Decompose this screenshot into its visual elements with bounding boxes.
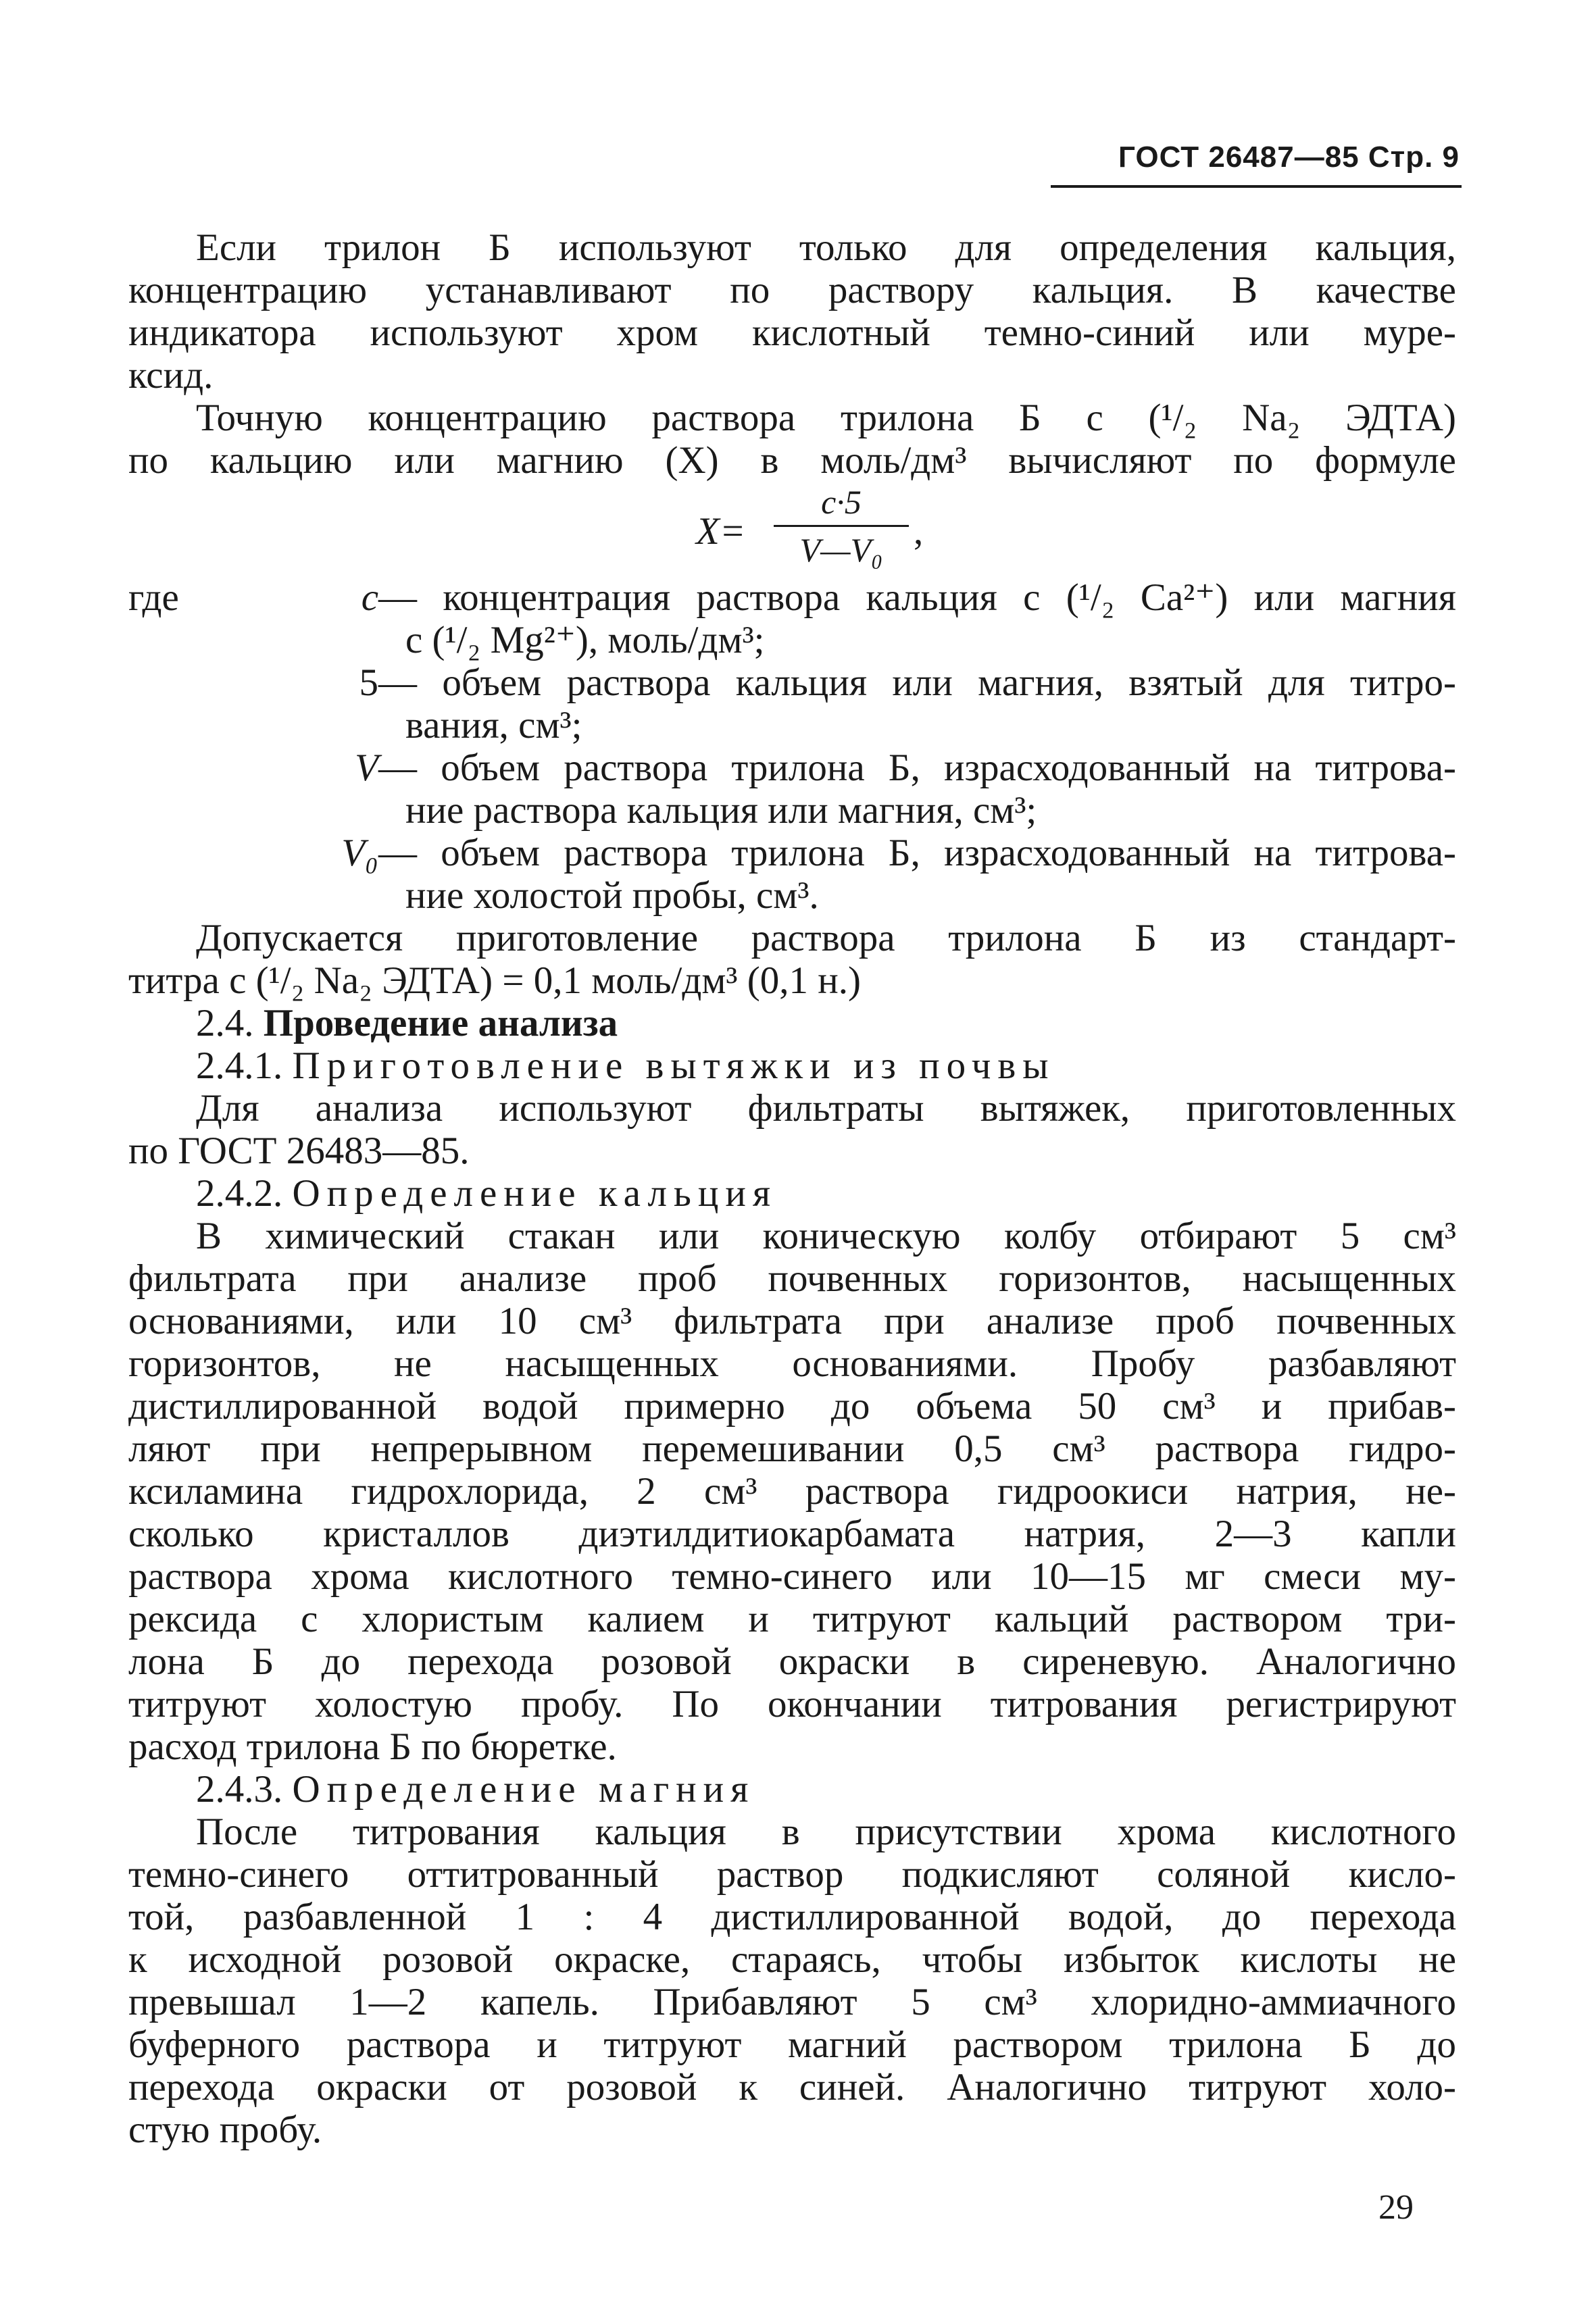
subsection-number: 2.4.3. [196,1768,283,1811]
page-number: 29 [1378,2188,1414,2227]
subsection-heading [196,1768,1456,1811]
formula-fraction [774,482,909,569]
page-header: ГОСТ 26487—85 Стр. 9 [1118,141,1460,174]
text-line: титра с (¹/₂ Na₂ ЭДТА) = 0,1 моль/дм³ (0,1 н.) [128,959,861,1002]
formula-lhs: X= [696,510,746,553]
definition-line: — концентрация раствора кальция с (¹/₂ Ca²⁺) или магния [378,576,1456,619]
section-title: Проведение анализа [263,1002,618,1044]
subsection-title: Определение магния [292,1768,755,1811]
text-line: В химический стакан или коническую колбу отбирают 5 см³ [196,1215,1456,1257]
definition-line: — объем раствора кальция или магния, взятый для титро- [378,661,1456,704]
section-number: 2.4. [196,1002,254,1044]
definition-line: — объем раствора трилона Б, израсходованный на титрова- [378,747,1456,789]
section-heading [196,1002,1456,1044]
definition-item [128,747,1456,832]
definition-line: вания, см³; [405,704,582,747]
definition-term: 5 [359,661,378,704]
text-line: Для анализа используют фильтраты вытяжек, приготовленных [196,1087,1456,1130]
formula [655,482,1456,576]
text-line: расход трилона Б по бюретке. [128,1725,617,1768]
definition-item [128,576,1456,661]
fraction-bar [774,525,909,527]
text-line: Если трилон Б используют только для определения кальция, [196,226,1456,269]
definition-line: ние раствора кальция или магния, см³; [405,789,1037,832]
subsection-number: 2.4.1. [196,1044,283,1087]
subsection-heading [196,1044,1456,1087]
text-line: по кальцию или магнию (X) в моль/дм³ вычисляют по формуле [128,439,1456,482]
definition-term: V₀ [341,832,378,874]
subsection-heading [196,1172,1456,1215]
text-line: ксид. [128,354,214,397]
text-line: к исходной розовой окраске, стараясь, чтобы избыток кислоты не [128,1938,1456,1981]
text-line: После титрования кальция в присутствии хрома кислотного [196,1811,1456,1853]
text-line: по ГОСТ 26483—85. [128,1130,470,1172]
text-line: раствора хрома кислотного темно-синего или 10—15 мг смеси му- [128,1555,1456,1598]
formula-numerator: c·5 [821,483,862,521]
text-line: темно-синего оттитрованный раствор подкисляют соляной кисло- [128,1853,1456,1896]
text-line: ляют при непрерывном перемешивании 0,5 см³ раствора гидро- [128,1428,1456,1470]
definition-term: V [355,747,378,789]
text-line: лона Б до перехода розовой окраски в сиреневую. Аналогично [128,1640,1456,1683]
definition-term: c [361,576,378,619]
text-line: основаниями, или 10 см³ фильтрата при анализе проб почвенных [128,1300,1456,1342]
text-line: Точную концентрацию раствора трилона Б с (¹/₂ Na₂ ЭДТА) [196,397,1456,439]
definition-item [128,661,1456,747]
text-line: стую пробу. [128,2108,322,2151]
header-rule [1051,185,1462,188]
text-line: дистиллированной водой примерно до объема 50 см³ и прибав- [128,1385,1456,1428]
text-line: фильтрата при анализе проб почвенных горизонтов, насыщенных [128,1257,1456,1300]
formula-comma: , [914,510,924,553]
subsection-title: Определение кальция [292,1172,778,1215]
text-line: Допускается приготовление раствора трилона Б из стандарт- [196,917,1456,959]
definition-list [128,576,1456,917]
text-line: индикатора используют хром кислотный темно-синий или муре- [128,311,1456,354]
definition-line: — объем раствора трилона Б, израсходованный на титрова- [378,832,1456,874]
formula-denominator: V—V₀ [799,531,883,569]
text-line: сколько кристаллов диэтилдитиокарбамата натрия, 2—3 капли [128,1513,1456,1555]
text-line: ксиламина гидрохлорида, 2 см³ раствора гидроокиси натрия, не- [128,1470,1456,1513]
definition-intro: где [128,576,179,619]
text-line: концентрацию устанавливают по раствору кальция. В качестве [128,269,1456,311]
definition-line: с (¹/₂ Mg²⁺), моль/дм³; [405,619,765,661]
text-line: рексида с хлористым калием и титруют кальций раствором три- [128,1598,1456,1640]
text-line: той, разбавленной 1 : 4 дистиллированной водой, до перехода [128,1896,1456,1938]
text-line: буферного раствора и титруют магний раствором трилона Б до [128,2023,1456,2066]
subsection-number: 2.4.2. [196,1172,283,1215]
definition-line: ние холостой пробы, см³. [405,874,819,917]
text-line: превышал 1—2 капель. Прибавляют 5 см³ хлоридно-аммиачного [128,1981,1456,2023]
definition-item [128,832,1456,917]
text-line: титруют холостую пробу. По окончании титрования регистрируют [128,1683,1456,1725]
page-content [128,226,1456,2151]
subsection-title: Приготовление вытяжки из почвы [292,1044,1055,1087]
text-line: перехода окраски от розовой к синей. Аналогично титруют холо- [128,2066,1456,2108]
text-line: горизонтов, не насыщенных основаниями. Пробу разбавляют [128,1342,1456,1385]
